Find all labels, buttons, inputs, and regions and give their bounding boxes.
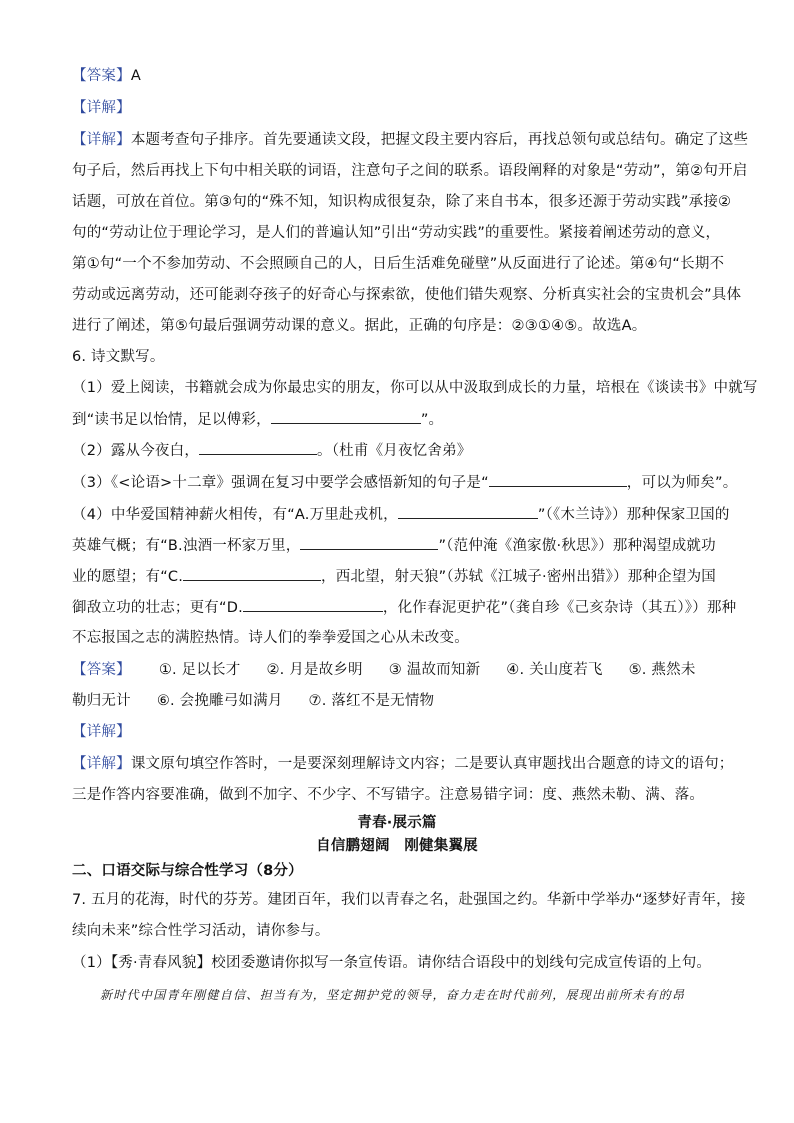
answer-item: 勒归无计 xyxy=(72,693,131,709)
q5-detail-line: 句的“劳动让位于理论学习，是人们的普遍认知”引出“劳动实践”的重要性。紧接着阐述劳动的意义， xyxy=(72,225,721,241)
q6-detail-heading: 【详解】 xyxy=(72,724,131,740)
answer-item: ②. 月是故乡明 xyxy=(266,662,363,678)
q7-sub1-number: （1） xyxy=(72,955,111,971)
q6-part3-suffix: ，可以为师矣”。 xyxy=(626,475,738,491)
q6-part4-b xyxy=(72,535,732,556)
blank-2[interactable] xyxy=(199,440,317,455)
q7-line: 续向未来”综合性学习活动，请你参与。 xyxy=(72,923,330,939)
q6-part3-prefix: （3）《<论语>十二章》强调在复习中要学会感悟新知的句子是“ xyxy=(72,475,489,491)
blank-3[interactable] xyxy=(489,472,627,487)
answer-item: ⑤. 燕然未 xyxy=(628,662,696,678)
q6-part4-d xyxy=(72,597,737,618)
q6-title: 6. 诗文默写。 xyxy=(72,349,165,365)
q6-part2 xyxy=(72,440,732,461)
q6-detail-line: 三是作答内容要准确，做到不加字、不少字、不写错字。注意易错字词：度、燕然未勒、满、落。 xyxy=(72,787,705,803)
q6-part2-prefix: （2）露从今夜白， xyxy=(72,443,200,459)
answer-value: A xyxy=(130,68,141,84)
answer-tag: 【答案】 xyxy=(72,68,131,84)
q6-part4d-suffix: ，化作春泥更护花”（龚自珍《己亥杂诗（其五）》）那种 xyxy=(382,600,737,616)
section-title: 青春·展示篇 xyxy=(357,815,437,831)
q6-part4-e: 不忘报国之志的满腔热情。诗人们的拳拳爱国之心从未改变。 xyxy=(72,630,469,646)
part-heading: 二、口语交际与综合性学习（8分） xyxy=(72,863,303,879)
q6-part4c-prefix: 业的愿望；有“C. xyxy=(72,569,184,585)
answer-item: ⑦. 落红不是无情物 xyxy=(308,693,435,709)
q7-sub1-text: 校团委邀请你拟写一条宣传语。请你结合语段中的划线句完成宣传语的上句。 xyxy=(211,955,712,971)
blank-1[interactable] xyxy=(271,409,421,424)
section-subtitle: 自信鹏翅阔 刚健集翼展 xyxy=(316,838,478,854)
q5-detail-line: 劳动或远离劳动，还可能剥夺孩子的好奇心与探索欲，使他们错失观察、分析真实社会的宝贵机会”具体 xyxy=(72,287,742,303)
q5-detail-line: 第①句“一个不参加劳动、不会照顾自己的人，日后生活难免碰壁”从反面进行了论述。第④句“长期不 xyxy=(72,256,725,272)
q6-part2-suffix: 。（杜甫《月夜忆舍弟》 xyxy=(317,443,472,459)
q6-part4-a xyxy=(72,504,732,525)
q7-sub1-tag: 【秀·青春风貌】 xyxy=(110,955,212,971)
answer-item: ⑥. 会挽雕弓如满月 xyxy=(156,693,283,709)
q6-part4b-suffix: ”（范仲淹《渔家傲·秋思》）那种渴望成就功 xyxy=(438,538,716,554)
answer-tag: 【答案】 xyxy=(72,662,131,678)
q5-detail-heading: 【详解】 xyxy=(72,100,131,116)
q5-detail-line: 进行了阐述，第⑤句最后强调劳动课的意义。据此，正确的句序是：②③①④⑤。故选A。 xyxy=(72,318,647,334)
answer-item: ④. 关山度若飞 xyxy=(506,662,603,678)
detail-text: 本题考查句子排序。首先要通读文段，把握文段主要内容后，再找总领句或总结句。确定了这些 xyxy=(130,132,749,148)
q6-part4-c xyxy=(72,566,732,587)
q7-sub1 xyxy=(72,953,732,973)
q6-part3 xyxy=(72,472,738,493)
q5-answer xyxy=(72,66,732,86)
q6-part4c-suffix: ，西北望，射天狼”（苏轼《江城子·密州出猎》）那种企望为国 xyxy=(321,569,716,585)
q6-detail-line xyxy=(72,754,732,774)
blank-4[interactable] xyxy=(398,504,538,519)
detail-tag: 【详解】 xyxy=(72,132,131,148)
answer-item: ③ 温故而知新 xyxy=(388,662,481,678)
detail-tag: 【详解】 xyxy=(72,756,131,772)
q5-detail-line: 句子后，然后再找上下句中相关联的词语，注意句子之间的联系。语段阐释的对象是“劳动”，第②句开启 xyxy=(72,163,748,179)
q6-part4a-prefix: （4）中华爱国精神薪火相传，有“A.万里赴戎机， xyxy=(72,507,398,523)
answer-item: ①. 足以长才 xyxy=(158,662,241,678)
slogan-text: 新时代中国青年刚健自信、担当有为，坚定拥护党的领导，奋力走在时代前列，展现出前所未有的昂 xyxy=(100,988,686,1002)
q5-detail-line xyxy=(72,130,749,150)
q6-answers-line1 xyxy=(72,660,732,680)
detail-text: 课文原句填空作答时，一是要深刻理解诗文内容；二是要认真审题找出合题意的诗文的语句； xyxy=(130,756,734,772)
q6-part1-prefix: 到“读书足以怡情，足以傅彩， xyxy=(72,412,271,428)
blank-7[interactable] xyxy=(243,597,383,612)
q6-part1-cont xyxy=(72,409,732,430)
q6-part4a-suffix: ”（《木兰诗》）那种保家卫国的 xyxy=(537,507,730,523)
q5-detail-line: 话题，可放在首位。第③句的“殊不知，知识构成很复杂，除了来自书本，很多还源于劳动实践”承接② xyxy=(72,194,732,210)
blank-5[interactable] xyxy=(300,535,438,550)
q7-line: 7. 五月的花海，时代的芬芳。建团百年，我们以青春之名，赴强国之约。华新中学举办“逐梦好青年，接 xyxy=(72,892,746,908)
q6-answers-line2 xyxy=(72,691,732,711)
q6-part4b-prefix: 英雄气概；有“B.浊酒一杯家万里， xyxy=(72,538,301,554)
q6-part1: （1）爱上阅读，书籍就会成为你最忠实的朋友，你可以从中汲取到成长的力量，培根在《谈读书》中就写 xyxy=(72,380,758,396)
q6-part4d-prefix: 御敌立功的壮志；更有“D. xyxy=(72,600,243,616)
blank-6[interactable] xyxy=(183,566,321,581)
q6-part1-suffix: ”。 xyxy=(420,412,444,428)
